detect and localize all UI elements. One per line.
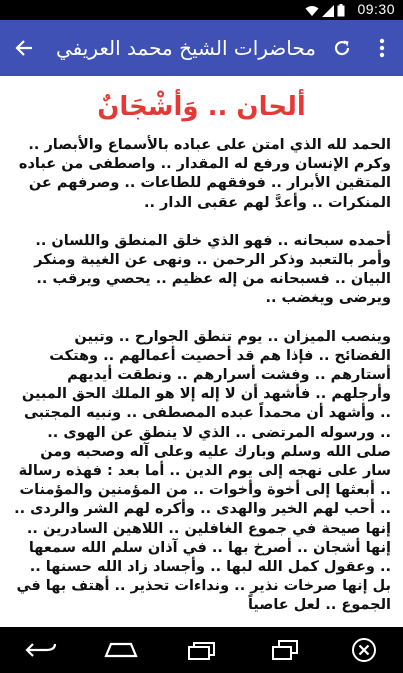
nav-home-button[interactable] (96, 627, 146, 673)
back-button[interactable] (4, 20, 44, 76)
nav-back-button[interactable] (16, 627, 66, 673)
article-paragraph: أحمده سبحانه .. فهو الذي خلق المنطق واللسان .. وأمر بالتعبد وذكر الرحمن .. ونهى عن الغيبة ومنكر البيان .. فسبحانه من إله عظيم .. يحصي ويرقب .. ويرضى ويغضب .. (34, 232, 391, 307)
status-bar (0, 0, 403, 20)
status-time: 09:30 (357, 1, 395, 17)
article-content[interactable] (0, 76, 403, 627)
article-paragraph: وينصب الميزان .. يوم تنطق الجوارح .. وتبين الفضائح .. فإذا هم قد أحصيت أعمالهم .. وهتكت أستارهم .. وفشت أسرارهم .. ونطقت أيديهم وأرجلهم .. فأشهد أن لا إله إلا هو الملك الحق المبين .. وأشهد أن محمداً عبده المصطفى .. ونبيه المجتبى .. ورسوله المرتضى .. الذي لا ينطق عن الهوى .. صلى الله وسلم وبارك عليه وعلى آله وصحبه ومن سار على نهجه إلى يوم الدين .. أما بعد : فهذه رسالة .. أبعثها إلى أخوة وأخوات .. من المؤمنين والمؤمنات .. أحب لهم الخير والهدى .. وأكره لهم الشر والردى .. إنها صيحة في جموع الغافلين .. اللاهين السادرين .. إنها أشجان .. أصرخ بها .. في آذان سلم الله سمعها .. وعقول كمل الله لبها .. وأجساد زاد الله حسنها .. بل إنها صرخات نذير .. وندا‌ءات تحذير .. أهتف بها في الجموع .. لعل عاصياً (14, 328, 391, 614)
article-paragraph: الحمد لله الذي امتن على عباده بالأسماع والأبصار .. وكرم الإنسان ورفع له المقدار .. واصطفى من عباده المتقين الأبرار .. فوفقهم للطاعات .. وصرفهم عن المنكرات .. وأعدَّ لهم عقبى الدار .. (18, 137, 391, 211)
article-title: ألحان .. وَأشْجَانٌ (97, 92, 306, 122)
nav-close-icon (351, 637, 377, 663)
navigation-bar (0, 627, 403, 673)
article-body (0, 136, 403, 616)
refresh-icon (332, 38, 352, 58)
nav-home-icon (103, 642, 139, 658)
refresh-button[interactable] (322, 20, 362, 76)
nav-recents-icon (186, 640, 218, 660)
nav-recents-button[interactable] (177, 627, 227, 673)
nav-screenshot-button[interactable] (260, 627, 310, 673)
nav-screenshot-icon (271, 639, 299, 661)
app-bar (0, 20, 403, 76)
overflow-menu-button[interactable] (362, 20, 402, 76)
nav-close-button[interactable] (339, 627, 389, 673)
status-icons (305, 3, 345, 17)
wifi-icon (305, 5, 319, 17)
arrow-back-icon (15, 39, 33, 57)
nav-back-icon (24, 640, 58, 660)
signal-icon (322, 5, 334, 17)
battery-icon (337, 4, 345, 17)
page-title: محاضرات الشيخ محمد العريفي (56, 36, 316, 60)
more-vert-icon (379, 38, 385, 58)
